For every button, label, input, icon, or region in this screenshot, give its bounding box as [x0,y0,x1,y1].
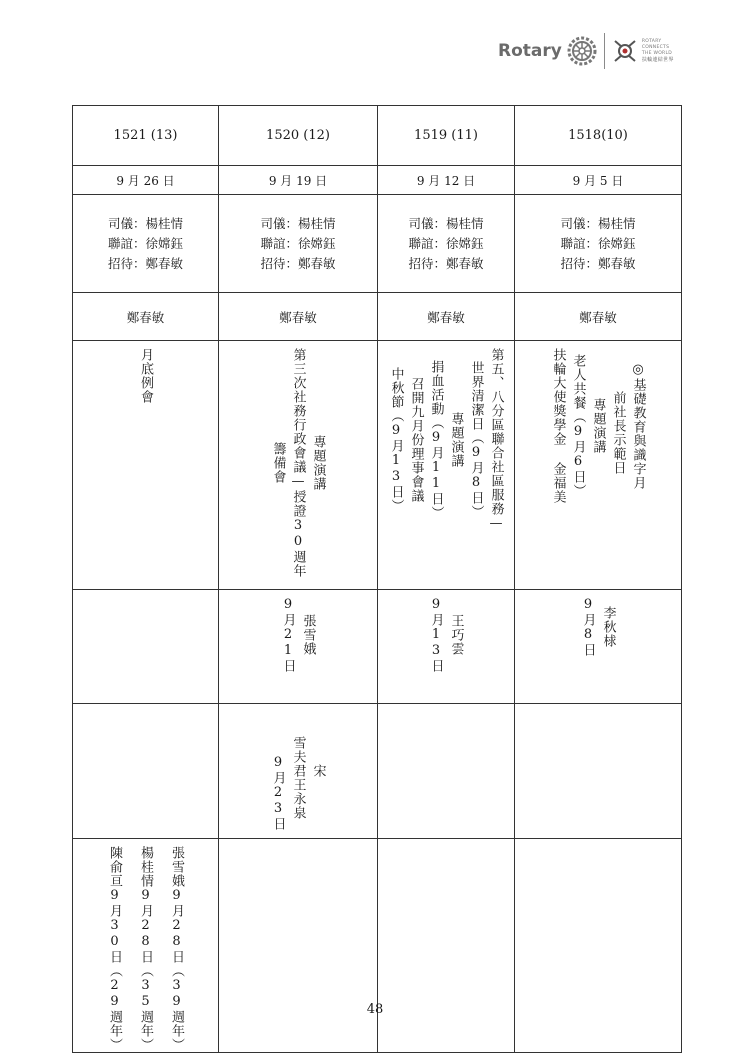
logo-tagline [642,39,674,63]
anniversary-cell [219,839,378,1053]
program-line: 扶輪大使獎學金 金福美 [550,348,566,504]
program-row [73,341,682,590]
reception-line: 招待：鄭春敏 [260,255,336,271]
host-row [73,293,682,341]
program-cell [515,341,682,590]
program-line: 第五、八分區聯合社區服務— [488,348,504,532]
page-number: 48 [366,1002,384,1017]
birthday-cell [73,590,219,704]
program-cell [378,341,515,590]
logo-divider [604,33,605,69]
birthday-entry: 張雪娥 [300,614,316,656]
tagline-chinese: 扶輪連結世界 [641,57,674,63]
spouse-birthday-cell [515,704,682,839]
meeting-number-cell: 1518(10) [515,106,682,166]
host-cell: 鄭春敏 [515,293,682,341]
program-line: 專題演講 [448,412,464,468]
meeting-date-cell: 9 月 5 日 [515,166,682,195]
connects-emblem-icon [612,36,638,66]
program-cell [219,341,378,590]
birthday-cell [219,590,378,704]
program-line: 籌備會 [270,442,286,484]
staff-cell [73,195,219,293]
program-line: 中秋節（9月13日） [388,367,404,513]
fellowship-line: 聯誼：徐嫦鈺 [260,235,336,251]
anniversary-cell [378,839,515,1053]
program-cell [73,341,219,590]
spouse-birthday-cell [73,704,219,839]
host-cell: 鄭春敏 [219,293,378,341]
meeting-date-cell: 9 月 26 日 [73,166,219,195]
reception-line: 招待：鄭春敏 [408,255,484,271]
reception-line: 招待：鄭春敏 [107,255,183,271]
program-line: 老人共餐（9月6日） [570,354,586,498]
emcee-line: 司儀：楊桂情 [107,215,183,231]
fellowship-line: 聯誼：徐嫦鈺 [107,235,183,251]
meeting-number-row [73,106,682,166]
host-cell: 鄭春敏 [73,293,219,341]
birthday-entry: 李秋梂 [600,606,616,648]
birthday-date: 9月21日 [280,597,296,673]
program-line: 世界清潔日（9月8日） [468,361,484,519]
program-line: 召開九月份理事會議 [408,377,424,503]
birthday-cell [515,590,682,704]
spouse-member: 宋 [310,764,326,778]
rotary-logo [498,28,674,74]
spouse-birthday-cell [378,704,515,839]
meeting-number-cell: 1520 (12) [219,106,378,166]
birthday-date: 9月8日 [580,597,596,657]
spouse-birthday-row [73,704,682,839]
staff-cell [378,195,515,293]
anniversary-entry: 楊桂情9月28日（35週年） [138,846,153,1052]
birthday-date: 9月13日 [428,597,444,673]
program-line: 專題演講 [590,398,606,454]
program-line: ◎基礎教育與識字月 [630,362,646,490]
program-line: 專題演講 [310,435,326,491]
program-line: 前社長示範日 [610,391,626,475]
rotary-wheel-icon [567,36,597,66]
anniversary-cell [73,839,219,1053]
reception-line: 招待：鄭春敏 [560,255,636,271]
rotary-wordmark: Rotary [498,41,562,61]
anniversary-cell [515,839,682,1053]
birthday-cell [378,590,515,704]
tagline-line-3: THE WORLD [641,51,673,56]
emcee-line: 司儀：楊桂情 [408,215,484,231]
wedding-anniversary-row [73,839,682,1053]
host-cell: 鄭春敏 [378,293,515,341]
program-line: 捐血活動（9月11日） [428,360,444,520]
birthday-row [73,590,682,704]
meeting-date-cell: 9 月 19 日 [219,166,378,195]
meeting-date-row [73,166,682,195]
fellowship-line: 聯誼：徐嫦鈺 [408,235,484,251]
emcee-line: 司儀：楊桂情 [260,215,336,231]
schedule-table [72,105,682,1053]
meeting-date-cell: 9 月 12 日 [378,166,515,195]
meeting-number-cell: 1519 (11) [378,106,515,166]
staff-row [73,195,682,293]
anniversary-entry: 陳俞亘9月30日（29週年） [107,846,122,1052]
spouse-date: 9月23日 [270,755,286,831]
spouse-name: 雪夫君王永泉 [290,736,306,820]
spouse-birthday-cell [219,704,378,839]
fellowship-line: 聯誼：徐嫦鈺 [560,235,636,251]
birthday-entry: 王巧雲 [448,614,464,656]
staff-cell [515,195,682,293]
anniversary-entry: 張雪娥9月28日（39週年） [169,846,184,1052]
tagline-line-1: ROTARY [641,39,662,44]
program-line: 第三次社務行政會議—授證30週年 [290,348,306,578]
tagline-line-2: CONNECTS [641,45,670,50]
emcee-line: 司儀：楊桂情 [560,215,636,231]
program-line: 月底例會 [138,348,153,404]
meeting-number-cell: 1521 (13) [73,106,219,166]
staff-cell [219,195,378,293]
